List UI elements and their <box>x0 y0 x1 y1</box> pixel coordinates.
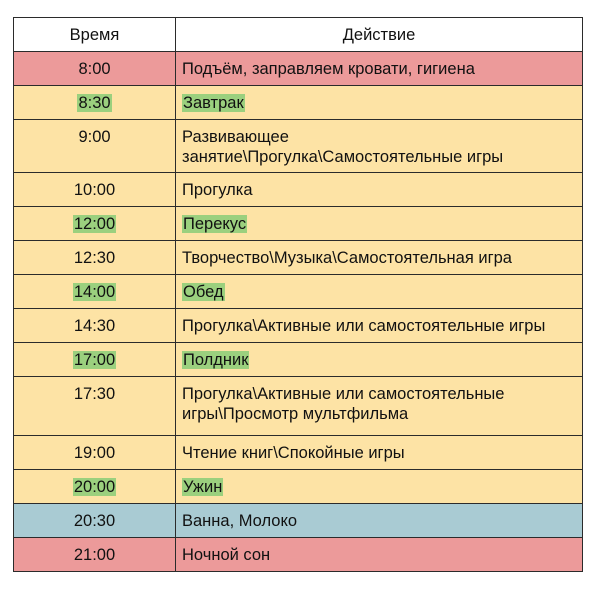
action-text: Подъём, заправляем кровати, гигиена <box>182 60 475 78</box>
schedule-row <box>14 52 583 86</box>
action-text: Завтрак <box>183 94 244 112</box>
schedule-row <box>14 377 583 436</box>
action-line: Прогулка\Активные или самостоятельные <box>182 385 505 403</box>
time-cell <box>14 436 176 470</box>
time-text: 17:30 <box>73 385 116 403</box>
action-cell <box>176 504 583 538</box>
action-line: Развивающее <box>182 128 289 146</box>
action-cell <box>176 275 583 309</box>
action-cell <box>176 173 583 207</box>
schedule-row <box>14 241 583 275</box>
time-text: 20:00 <box>73 478 116 496</box>
time-text: 8:00 <box>78 60 111 78</box>
schedule-row <box>14 436 583 470</box>
time-text: 9:00 <box>78 128 111 146</box>
action-cell <box>176 52 583 86</box>
schedule-table <box>13 17 583 572</box>
action-cell <box>176 377 583 436</box>
time-cell <box>14 377 176 436</box>
time-text: 20:30 <box>73 512 116 530</box>
action-cell <box>176 470 583 504</box>
schedule-row <box>14 275 583 309</box>
header-row <box>14 18 583 52</box>
time-text: 8:30 <box>78 94 111 112</box>
time-text: 10:00 <box>73 181 116 199</box>
action-text: Перекус <box>183 215 247 233</box>
time-text: 21:00 <box>73 546 116 564</box>
time-cell <box>14 86 176 120</box>
time-text: 14:00 <box>73 283 116 301</box>
time-cell <box>14 241 176 275</box>
action-text: Прогулка <box>182 181 253 199</box>
action-text: Ванна, Молоко <box>182 512 298 530</box>
time-text: 19:00 <box>73 444 116 462</box>
action-cell <box>176 86 583 120</box>
action-text: Полдник <box>183 351 249 369</box>
time-cell <box>14 504 176 538</box>
time-cell <box>14 52 176 86</box>
action-text: Прогулка\Активные или самостоятельные игры <box>182 317 546 335</box>
action-text: Чтение книг\Спокойные игры <box>182 444 405 462</box>
schedule-row <box>14 538 583 572</box>
action-text: Обед <box>183 283 224 301</box>
time-cell <box>14 173 176 207</box>
schedule-row <box>14 309 583 343</box>
action-line: игры\Просмотр мультфильма <box>182 405 409 423</box>
schedule-row <box>14 86 583 120</box>
time-cell <box>14 343 176 377</box>
schedule-row <box>14 207 583 241</box>
header-time: Время <box>14 18 176 52</box>
time-cell <box>14 207 176 241</box>
action-text: Ночной сон <box>182 546 271 564</box>
time-cell <box>14 470 176 504</box>
action-cell <box>176 343 583 377</box>
time-text: 14:30 <box>73 317 116 335</box>
action-cell <box>176 207 583 241</box>
time-cell <box>14 538 176 572</box>
schedule-row <box>14 173 583 207</box>
time-text: 12:30 <box>73 249 116 267</box>
header-action: Действие <box>176 18 583 52</box>
time-cell <box>14 309 176 343</box>
action-text: Творчество\Музыка\Самостоятельная игра <box>182 249 512 267</box>
schedule-row <box>14 120 583 173</box>
action-text: Ужин <box>183 478 223 496</box>
schedule-row <box>14 470 583 504</box>
action-cell <box>176 538 583 572</box>
time-text: 17:00 <box>73 351 116 369</box>
schedule-row <box>14 504 583 538</box>
action-cell <box>176 309 583 343</box>
time-cell <box>14 120 176 173</box>
action-line: занятие\Прогулка\Самостоятельные игры <box>182 148 504 166</box>
action-cell <box>176 241 583 275</box>
action-cell <box>176 436 583 470</box>
schedule-row <box>14 343 583 377</box>
action-cell <box>176 120 583 173</box>
time-text: 12:00 <box>73 215 116 233</box>
time-cell <box>14 275 176 309</box>
